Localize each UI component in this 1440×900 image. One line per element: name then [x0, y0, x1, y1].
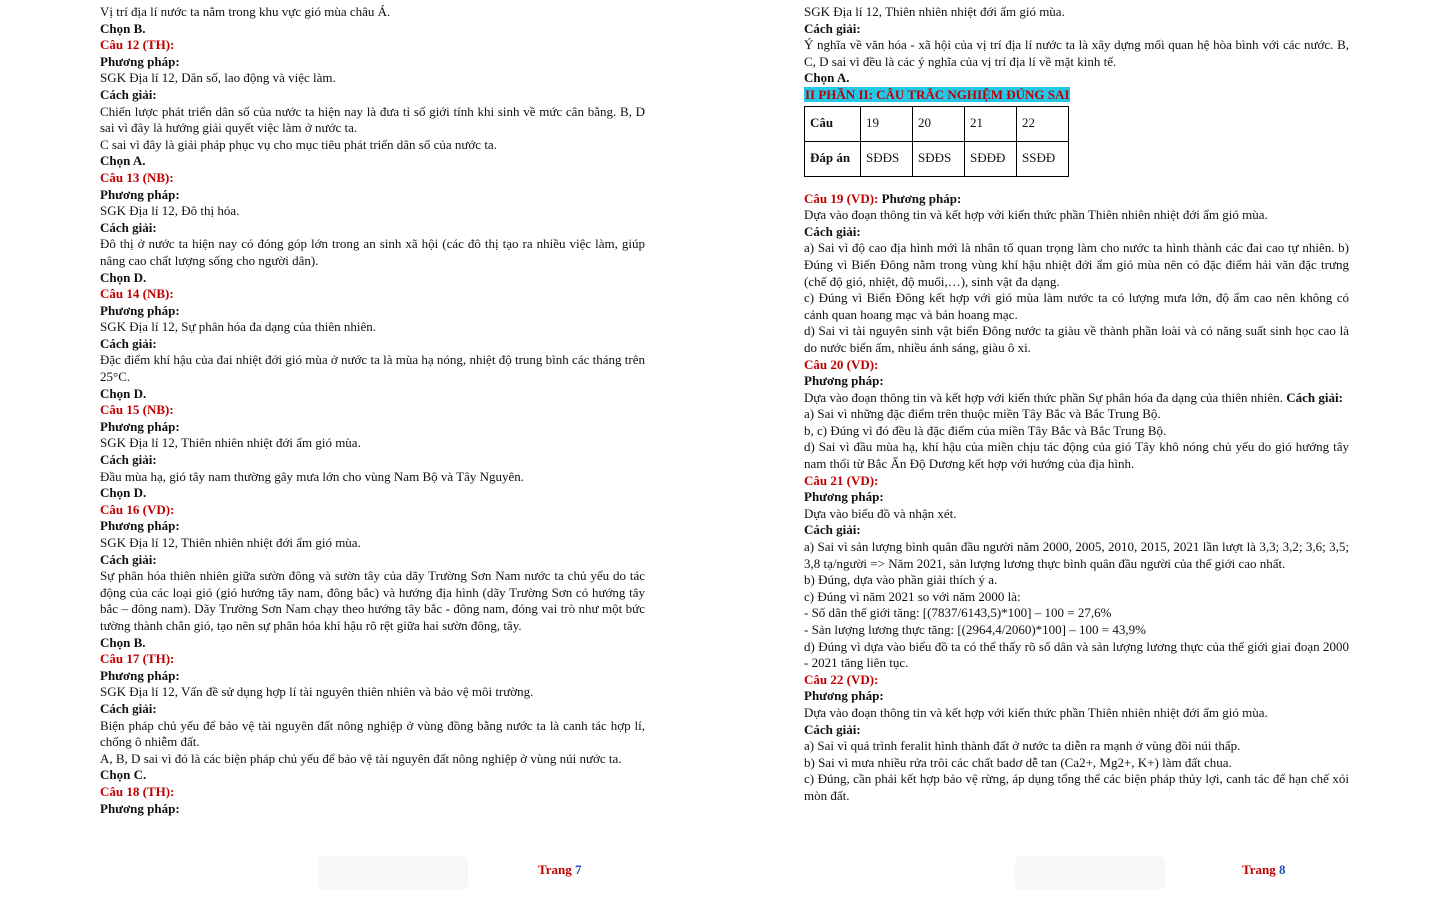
- page-number: 8: [1278, 862, 1286, 877]
- question-20-heading: Câu 20 (VD):: [804, 356, 879, 372]
- solution-text: Đầu mùa hạ, gió tây nam thường gây mưa lớn cho vùng Nam Bộ và Tây Nguyên.: [100, 468, 525, 484]
- answer-choice: Chọn A.: [100, 153, 146, 169]
- method-text: SGK Địa lí 12, Thiên nhiên nhiệt đới ẩm gió mùa.: [804, 4, 1065, 19]
- page-7-column: [100, 4, 645, 817]
- solution-text: b, c) Đúng vì đó đều là đặc điểm của miền Tây Bắc và Bắc Trung Bộ.: [804, 422, 1167, 438]
- table-cell: 21: [965, 106, 1017, 141]
- question-15-heading: Câu 15 (NB):: [100, 402, 174, 418]
- answer-choice: Chọn D.: [100, 385, 147, 401]
- solution-label: Cách giải:: [100, 86, 157, 102]
- solution-text: b) Đúng, dựa vào phần giải thích ý a.: [804, 572, 998, 588]
- method-label: Phương pháp:: [100, 302, 180, 318]
- solution-text: Sự phân hóa thiên nhiên giữa sườn đông và sườn tây của dãy Trường Sơn Nam nước ta chủ yếu do tác động của các loại gió (gió hướng tây nam, đông bắc) và hướng địa hình (dãy Trường Sơn có hướng tây bắc – đông nam). Dãy Trường Sơn Nam chạy theo hướng tây bắc - đông nam, đóng vai trò như một bức tường thành chắn gió, tạo nên sự phân hóa khí hậu rõ rệt giữa hai sườn đông, tây.: [100, 568, 645, 633]
- table-cell: SĐĐS: [913, 141, 965, 176]
- solution-text: Chiến lược phát triển dân số của nước ta hiện nay là đưa tỉ số giới tính khi sinh về mức cân bằng. B, D sai vì đây là hướng giải quyết việc làm ở nước ta.: [100, 103, 645, 136]
- solution-text: c) Đúng vì Biển Đông kết hợp với gió mùa làm nước ta có lượng mưa lớn, độ ẩm cao nên không có cảnh quan hoang mạc và bán hoang mạc.: [804, 290, 1349, 322]
- method-label: Phương pháp:: [100, 53, 180, 69]
- table-header-cell: Câu: [805, 106, 861, 141]
- method-label: Phương pháp:: [100, 186, 180, 202]
- solution-text: A, B, D sai vì đó là các biện pháp chủ yếu để bảo vệ tài nguyên đất nông nghiệp ở vùng núi nước ta.: [100, 750, 622, 766]
- text-line: Vị trí địa lí nước ta nằm trong khu vực gió mùa châu Á.: [100, 4, 391, 19]
- method-label: Phương pháp:: [100, 418, 180, 434]
- answer-choice: Chọn C.: [100, 767, 147, 783]
- table-row: [805, 141, 1069, 176]
- section-heading: II PHẦN II: CÂU TRẮC NGHIỆM ĐÚNG SAI: [805, 86, 1070, 102]
- method-label: Phương pháp:: [100, 518, 180, 534]
- question-14-heading: Câu 14 (NB):: [100, 286, 174, 302]
- solution-text: d) Đúng vì dựa vào biểu đồ ta có thể thấy rõ số dân và sản lượng lương thực của thế giới giai đoạn 2000 - 2021 tăng liên tục.: [804, 638, 1349, 671]
- page-label: Trang: [1242, 862, 1279, 877]
- footer-watermark: [318, 856, 468, 890]
- footer-watermark: [1015, 856, 1165, 890]
- solution-label: Cách giải:: [804, 223, 861, 239]
- solution-text: Đặc điểm khí hậu của đai nhiệt đới gió mùa ở nước ta là mùa hạ nóng, nhiệt độ trung bình các tháng trên 25°C.: [100, 352, 645, 385]
- solution-text: a) Sai vì độ cao địa hình mới là nhân tố quan trọng làm cho nước ta hình thành các đai cao tự nhiên. b) Đúng vì Biển Đông nằm trong vùng khí hậu nhiệt đới ẩm gió mùa nên có đặc điểm hải văn đặc trưng (chế độ gió, nhiệt, độ muối,…), sinh vật đa dạng.: [804, 240, 1349, 289]
- method-label: Phương pháp:: [804, 373, 884, 389]
- table-cell: 22: [1017, 106, 1069, 141]
- question-17-heading: Câu 17 (TH):: [100, 651, 175, 667]
- solution-text: - Số dân thế giới tăng: [(7837/6143,5)*100] – 100 = 27,6%: [804, 605, 1112, 621]
- answer-choice: Chọn A.: [804, 70, 850, 86]
- page-number-7: [538, 862, 581, 878]
- solution-text: a) Sai vì sản lượng bình quân đầu người năm 2000, 2005, 2010, 2015, 2021 lần lượt là 3,3; 3,2; 3,6; 3,5; 3,8 tạ/người => Năm 2021, sản lượng lương thực bình quân đầu người của thế giới cao nhất.: [804, 539, 1349, 571]
- solution-label: Cách giải:: [804, 522, 861, 538]
- table-cell: SĐĐS: [861, 141, 913, 176]
- solution-text: - Sản lượng lương thực tăng: [(2964,4/2060)*100] – 100 = 43,9%: [804, 622, 1146, 637]
- solution-label: Cách giải:: [1286, 389, 1343, 405]
- solution-text: C sai vì đây là giải pháp phục vụ cho mục tiêu phát triển dân số của nước ta.: [100, 136, 497, 152]
- table-header-cell: Đáp án: [805, 141, 861, 176]
- method-text: Dựa vào đoạn thông tin và kết hợp với kiến thức phần Sự phân hóa đa dạng của thiên nhiên.: [804, 389, 1287, 405]
- question-12-heading: Câu 12 (TH):: [100, 37, 175, 53]
- answer-choice: Chọn B.: [100, 20, 146, 36]
- page-number-8: [1242, 862, 1285, 878]
- solution-label: Cách giải:: [100, 551, 157, 567]
- question-13-heading: Câu 13 (NB):: [100, 169, 174, 185]
- method-label: Phương pháp:: [100, 667, 180, 683]
- method-label: Phương pháp:: [100, 800, 180, 816]
- answer-choice: Chọn D.: [100, 485, 147, 501]
- answer-table: [804, 106, 1069, 177]
- solution-text: c) Đúng vì năm 2021 so với năm 2000 là:: [804, 588, 1021, 604]
- solution-text: b) Sai vì mưa nhiều rửa trôi các chất badơ dễ tan (Ca2+, Mg2+, K+) làm đất chua.: [804, 754, 1232, 770]
- table-cell: SĐĐĐ: [965, 141, 1017, 176]
- method-text: Dựa vào biểu đồ và nhận xét.: [804, 505, 957, 521]
- solution-text: a) Sai vì quá trình feralit hình thành đất ở nước ta diễn ra mạnh ở vùng đồi núi thấp.: [804, 738, 1241, 754]
- method-text: SGK Địa lí 12, Thiên nhiên nhiệt đới ẩm gió mùa.: [100, 535, 361, 550]
- table-cell: 19: [861, 106, 913, 141]
- method-text: SGK Địa lí 12, Đô thị hóa.: [100, 203, 240, 219]
- table-cell: 20: [913, 106, 965, 141]
- solution-label: Cách giải:: [804, 20, 861, 36]
- method-label: Phương pháp:: [804, 489, 884, 505]
- solution-label: Cách giải:: [100, 219, 157, 235]
- table-cell: SSĐĐ: [1017, 141, 1069, 176]
- solution-text: Biện pháp chủ yếu để bảo vệ tài nguyên đất nông nghiệp ở vùng đồng bằng nước ta là canh tác hợp lí, chống ô nhiễm đất.: [100, 717, 645, 750]
- question-22-heading: Câu 22 (VD):: [804, 671, 879, 687]
- method-text: SGK Địa lí 12, Thiên nhiên nhiệt đới ẩm gió mùa.: [100, 435, 361, 451]
- method-label: Phương pháp:: [804, 688, 884, 704]
- solution-text: d) Sai vì tài nguyên sinh vật biển Đông nước ta giàu về thành phần loài và có năng suất sinh học cao là do nước biển ấm, nhiều ánh sáng, giàu ô xi.: [804, 323, 1349, 355]
- method-text: Dựa vào đoạn thông tin và kết hợp với kiến thức phần Thiên nhiên nhiệt đới ẩm gió mùa.: [804, 704, 1268, 720]
- question-19-heading: Câu 19 (VD):: [804, 190, 879, 206]
- solution-label: Cách giải:: [100, 700, 157, 716]
- table-row: [805, 106, 1069, 141]
- method-text: SGK Địa lí 12, Sự phân hóa đa dạng của thiên nhiên.: [100, 319, 377, 335]
- solution-text: d) Sai vì đầu mùa hạ, khí hậu của miền chịu tác động của gió Tây khô nóng chủ yếu do gió hướng tây nam thổi từ Bắc Ấn Độ Dương kết hợp với hướng của địa hình.: [804, 439, 1349, 472]
- page-label: Trang: [538, 862, 575, 877]
- question-21-heading: Câu 21 (VD):: [804, 472, 879, 488]
- page-8-column: [804, 4, 1349, 805]
- solution-text: Đô thị ở nước ta hiện nay có đóng góp lớn trong an sinh xã hội (các đô thị tạo ra nhiều việc làm, giúp nâng cao chất lượng sống cho người dân).: [100, 236, 645, 268]
- page-number: 7: [574, 862, 582, 877]
- solution-text: Ý nghĩa về văn hóa - xã hội của vị trí địa lí nước ta là xây dựng mối quan hệ hòa bình với các nước. B, C, D sai vì đều là các ý nghĩa của vị trí địa lí về mặt kinh tế.: [804, 37, 1349, 69]
- solution-label: Cách giải:: [100, 452, 157, 468]
- question-18-heading: Câu 18 (TH):: [100, 783, 175, 799]
- solution-label: Cách giải:: [100, 335, 157, 351]
- solution-label: Cách giải:: [804, 721, 861, 737]
- solution-text: c) Đúng, cần phải kết hợp bảo vệ rừng, áp dụng tổng thể các biện pháp thủy lợi, canh tác để hạn chế xói mòn đất.: [804, 771, 1349, 803]
- method-text: SGK Địa lí 12, Dân số, lao động và việc làm.: [100, 70, 336, 86]
- method-text: Dựa vào đoạn thông tin và kết hợp với kiến thức phần Thiên nhiên nhiệt đới ẩm gió mùa.: [804, 207, 1268, 223]
- answer-choice: Chọn D.: [100, 269, 147, 285]
- solution-text: a) Sai vì những đặc điểm trên thuộc miền Tây Bắc và Bắc Trung Bộ.: [804, 406, 1161, 422]
- method-text: SGK Địa lí 12, Vấn đề sử dụng hợp lí tài nguyên thiên nhiên và bảo vệ môi trường.: [100, 684, 534, 700]
- question-16-heading: Câu 16 (VD):: [100, 501, 175, 517]
- method-label: Phương pháp:: [878, 190, 962, 206]
- answer-choice: Chọn B.: [100, 634, 146, 650]
